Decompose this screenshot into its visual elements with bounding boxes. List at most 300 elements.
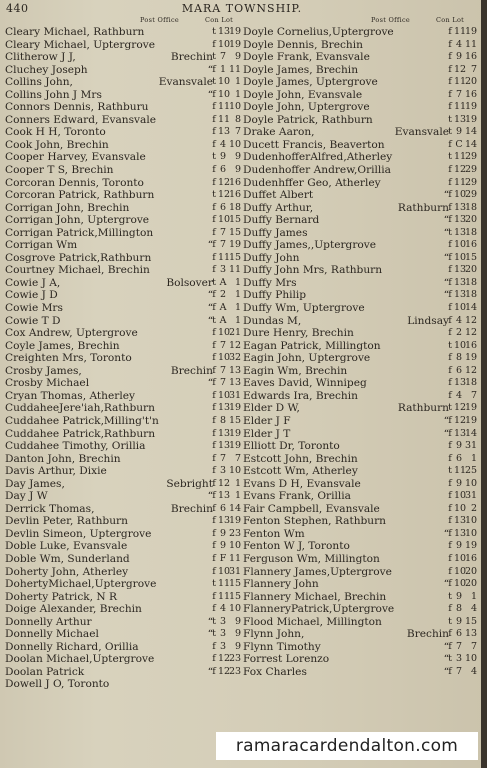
entry-lot: 31	[465, 490, 478, 502]
entry-concession: 7	[219, 51, 227, 63]
entry-lot: 18	[465, 226, 478, 238]
entry-post-office: Rathburn	[397, 402, 449, 415]
entry-tenure: t	[448, 615, 452, 627]
entry-name: Doyle John, Evansvale	[243, 88, 363, 101]
entry-lot: 16	[465, 339, 478, 351]
entry-tenure: f	[448, 552, 452, 564]
entry-lot: 10	[229, 540, 242, 552]
entry-concession: 6	[455, 628, 463, 640]
entry-tenure: f	[212, 653, 216, 665]
entry-name: Doherty Patrick, N R	[5, 590, 118, 603]
entry-concession: 13	[218, 402, 231, 414]
directory-entry	[241, 503, 477, 516]
entry-lot: 13	[465, 628, 478, 640]
entry-name: Elder J F	[243, 414, 291, 427]
entry-lot: 29	[465, 164, 478, 176]
entry-tenure: f	[448, 414, 452, 426]
entry-post-office: “	[443, 276, 449, 289]
entry-tenure: f	[212, 164, 216, 176]
entry-lot: 31	[229, 389, 242, 401]
directory-entry	[5, 628, 241, 641]
entry-name: Corcoran Patrick, Rathburn	[5, 189, 155, 202]
entry-lot: 13	[229, 364, 242, 376]
directory-entry	[241, 440, 477, 453]
directory-entry	[5, 39, 241, 52]
entry-tenure: f	[212, 101, 216, 113]
entry-tenure: f	[448, 101, 452, 113]
entry-post-office: Brechin	[170, 364, 213, 377]
entry-lot: 4	[470, 665, 477, 677]
entry-lot: 18	[229, 201, 242, 213]
entry-name: Eagan Patrick, Millington	[243, 339, 381, 352]
directory-entry	[241, 277, 477, 290]
entry-concession: 10	[218, 214, 231, 226]
entry-lot: 19	[229, 515, 242, 527]
entry-concession: 9	[219, 151, 227, 163]
entry-concession: 2	[455, 327, 463, 339]
entry-tenure: f	[448, 527, 452, 539]
entry-name: Fenton W J, Toronto	[243, 540, 350, 553]
entry-name: Elliott Dr, Toronto	[243, 440, 340, 453]
entry-lot: 11	[229, 264, 242, 276]
entry-tenure: f	[448, 452, 452, 464]
entry-name: Clitherow J J,	[5, 51, 76, 64]
directory-entry	[241, 315, 477, 328]
directory-entry	[5, 616, 241, 629]
entry-tenure: f	[212, 527, 216, 539]
entry-name: Doyle Cornelius,Uptergrove	[243, 26, 394, 38]
entry-concession: 12	[454, 164, 467, 176]
entry-tenure: f	[448, 51, 452, 63]
directory-entry	[5, 126, 241, 139]
directory-entry	[5, 101, 241, 114]
entry-tenure: f	[448, 26, 452, 37]
directory-entry	[5, 440, 241, 453]
directory-entry	[5, 277, 241, 290]
entry-name: Crosby Michael	[5, 377, 90, 390]
entry-concession: 9	[455, 477, 463, 489]
directory-entry	[241, 177, 477, 190]
entry-lot: 19	[465, 540, 478, 552]
directory-entry	[5, 540, 241, 553]
entry-concession: 11	[218, 590, 231, 602]
directory-entry	[241, 51, 477, 64]
entry-concession: 11	[218, 578, 231, 590]
entry-name: Dowell J O, Toronto	[5, 678, 110, 691]
entry-lot: 2	[470, 502, 477, 514]
entry-tenure: f	[448, 603, 452, 615]
entry-post-office: “	[443, 427, 449, 440]
entry-post-office: “	[443, 640, 449, 653]
entry-name: Duffy John	[243, 251, 300, 264]
entry-name: Doyle James, Brechin	[243, 63, 359, 76]
entry-name: Cleary Michael, Uptergrove	[5, 38, 155, 51]
entry-post-office: “	[443, 414, 449, 427]
entry-tenure: f	[212, 226, 216, 238]
entry-concession: 7	[219, 452, 227, 464]
directory-entry	[241, 64, 477, 77]
directory-entry	[241, 340, 477, 353]
entry-tenure: t	[212, 615, 216, 627]
entry-tenure: f	[212, 38, 216, 50]
entry-post-office: “	[207, 377, 213, 390]
entry-post-office: Lindsay	[407, 314, 449, 327]
entry-concession: 11	[218, 251, 231, 263]
entry-name: Cooper Harvey, Evansvale	[5, 151, 146, 164]
entry-tenure: f	[212, 552, 216, 564]
entry-lot: 18	[465, 377, 478, 389]
post-office-heading: Post Office	[371, 16, 411, 24]
directory-entry	[5, 678, 241, 691]
entry-post-office: “	[207, 63, 213, 76]
entry-name: Corrigan John, Brechin	[5, 201, 130, 214]
con-lot-heading: Con Lot	[436, 16, 465, 24]
entry-name: Flannery John	[243, 578, 319, 591]
entry-lot: 11	[229, 63, 242, 75]
entry-concession: 10	[454, 251, 467, 263]
entry-tenure: f	[448, 38, 452, 50]
entry-tenure: f	[212, 201, 216, 213]
entry-tenure: f	[448, 427, 452, 439]
entry-name: Cryan Thomas, Atherley	[5, 389, 135, 402]
left-entries	[5, 26, 241, 691]
entry-lot: 10	[229, 101, 242, 113]
entry-tenure: f	[212, 126, 216, 138]
directory-entry	[241, 114, 477, 127]
entry-concession: 10	[454, 302, 467, 314]
entry-concession: 7	[219, 239, 227, 251]
entry-lot: 15	[465, 251, 478, 263]
entry-tenure: f	[212, 364, 216, 376]
entry-name: Duffy Bernard	[243, 214, 320, 227]
entry-post-office: “	[443, 578, 449, 591]
entry-lot: 18	[465, 201, 478, 213]
directory-entry	[5, 653, 241, 666]
directory-entry	[5, 114, 241, 127]
entry-name: Duffet Albert	[243, 189, 314, 202]
entry-name: Corrigan Wm	[5, 239, 78, 252]
entry-lot: 9	[234, 640, 241, 652]
entry-lot: 19	[465, 113, 478, 125]
directory-entry	[5, 352, 241, 365]
entry-post-office: Brechin	[170, 502, 213, 515]
entry-tenure: t	[448, 653, 452, 665]
entry-tenure: f	[212, 176, 216, 188]
directory-entry	[5, 151, 241, 164]
entry-tenure: f	[448, 515, 452, 527]
entry-lot: 9	[234, 51, 241, 63]
directory-entry	[5, 76, 241, 89]
entry-lot: 19	[465, 402, 478, 414]
entry-tenure: f	[448, 490, 452, 502]
entry-lot: 7	[470, 63, 477, 75]
entry-lot: 20	[465, 565, 478, 577]
entry-concession: 8	[455, 603, 463, 615]
entry-concession: C	[455, 138, 463, 150]
entry-name: Cowie J D	[5, 289, 58, 302]
entry-lot: 7	[234, 126, 241, 138]
book-spine-edge	[481, 0, 487, 768]
entry-lot: 23	[229, 527, 242, 539]
directory-entry	[241, 302, 477, 315]
directory-entry	[5, 189, 241, 202]
entry-concession: 10	[218, 389, 231, 401]
entry-name: Cox Andrew, Uptergrove	[5, 327, 138, 340]
entry-concession: 11	[454, 151, 467, 163]
entry-lot: 16	[465, 239, 478, 251]
directory-entry	[241, 76, 477, 89]
entry-tenure: f	[448, 164, 452, 176]
directory-entry	[241, 515, 477, 528]
entry-tenure: f	[448, 628, 452, 640]
directory-entry	[241, 202, 477, 215]
watermark-label: ramaracardendalton.com	[216, 732, 478, 760]
entry-tenure: t	[212, 578, 216, 590]
entry-concession: 4	[455, 314, 463, 326]
entry-concession: 7	[219, 339, 227, 351]
entry-concession: 13	[454, 113, 467, 125]
entry-post-office: Sebright	[166, 477, 213, 490]
entry-concession: 6	[219, 502, 227, 514]
entry-tenure: t	[448, 226, 452, 238]
entry-tenure: f	[212, 440, 216, 452]
entry-post-office: “	[207, 490, 213, 503]
directory-entry	[241, 39, 477, 52]
entry-name: Corrigan Patrick,Millington	[5, 226, 154, 239]
directory-entry	[5, 289, 241, 302]
entry-concession: 12	[218, 653, 231, 665]
entry-concession: 10	[218, 88, 231, 100]
entry-lot: 21	[229, 327, 242, 339]
entry-lot: 7	[234, 452, 241, 464]
entry-post-office: “	[207, 628, 213, 641]
entry-tenure: f	[448, 665, 452, 677]
entry-tenure: f	[212, 603, 216, 615]
entry-concession: 7	[219, 377, 227, 389]
entry-concession: 10	[218, 38, 231, 50]
entry-concession: 4	[455, 389, 463, 401]
entry-lot: 12	[465, 364, 478, 376]
directory-entry	[241, 264, 477, 277]
entry-concession: 7	[455, 88, 463, 100]
entry-name: Dudenhffer Geo, Atherley	[243, 176, 381, 189]
entry-concession: 3	[455, 653, 463, 665]
entry-name: Collins John,	[5, 76, 73, 89]
directory-entry	[5, 415, 241, 428]
entry-lot: 15	[229, 578, 242, 590]
entry-lot: 18	[465, 289, 478, 301]
entry-tenure: f	[212, 640, 216, 652]
entry-tenure: f	[448, 377, 452, 389]
entry-concession: 4	[455, 38, 463, 50]
entry-post-office: “	[443, 289, 449, 302]
entry-post-office: “	[207, 615, 213, 628]
entry-name: Cuddahee Patrick,Rathburn	[5, 427, 156, 440]
entry-lot: 14	[229, 502, 242, 514]
directory-entry	[5, 528, 241, 541]
entry-concession: 8	[219, 414, 227, 426]
directory-entry	[241, 603, 477, 616]
entry-lot: 1	[234, 490, 241, 502]
entry-post-office: Brechin	[170, 51, 213, 64]
directory-entry	[241, 478, 477, 491]
entry-lot: 11	[465, 38, 478, 50]
entry-name: Day J W	[5, 490, 48, 503]
entry-name: Elder D W,	[243, 402, 300, 415]
right-column-header	[241, 16, 477, 26]
entry-name: Doolan Patrick	[5, 665, 85, 678]
entry-name: Dudenhoffer Andrew,Orillia	[243, 164, 392, 177]
entry-concession: 3	[219, 628, 227, 640]
directory-entry	[241, 327, 477, 340]
entry-lot: 31	[465, 440, 478, 452]
entry-tenure: t	[448, 126, 452, 138]
right-column	[241, 16, 477, 678]
entry-concession: A	[219, 314, 227, 326]
entry-concession: 10	[454, 502, 467, 514]
entry-lot: 20	[465, 76, 478, 88]
entry-concession: 7	[455, 665, 463, 677]
entry-concession: 10	[454, 189, 467, 201]
entry-tenure: f	[448, 201, 452, 213]
entry-name: Doyle Patrick, Rathburn	[243, 113, 373, 126]
directory-entry	[5, 264, 241, 277]
entry-concession: 7	[219, 226, 227, 238]
entry-lot: 31	[229, 565, 242, 577]
entry-post-office: “	[207, 289, 213, 302]
entry-concession: A	[219, 276, 227, 288]
entry-tenure: t	[212, 151, 216, 163]
entry-tenure: f	[448, 352, 452, 364]
directory-entry	[5, 365, 241, 378]
directory-entry	[5, 666, 241, 679]
entry-name: Derrick Thomas,	[5, 502, 95, 515]
entry-concession: 3	[219, 640, 227, 652]
directory-entry	[5, 64, 241, 77]
entry-lot: 10	[465, 527, 478, 539]
entry-concession: 10	[218, 352, 231, 364]
entry-name: Doyle Frank, Evansvale	[243, 51, 370, 64]
entry-name: Flood Michael, Millington	[243, 615, 382, 628]
entry-tenure: f	[448, 302, 452, 314]
directory-entry	[5, 139, 241, 152]
entry-tenure: t	[448, 590, 452, 602]
entry-concession: 9	[455, 540, 463, 552]
entry-concession: 11	[454, 76, 467, 88]
entry-tenure: t	[212, 26, 216, 37]
directory-entry	[241, 139, 477, 152]
directory-entry	[5, 465, 241, 478]
entry-post-office: “	[443, 527, 449, 540]
directory-entry	[5, 302, 241, 315]
entry-name: Forrest Lorenzo	[243, 653, 330, 666]
entry-name: Edwards Ira, Brechin	[243, 389, 358, 402]
entry-post-office: Evansvale	[394, 126, 449, 139]
entry-concession: 13	[454, 264, 467, 276]
entry-lot: 19	[229, 427, 242, 439]
entry-tenure: f	[448, 214, 452, 226]
directory-entry	[241, 126, 477, 139]
entry-lot: 1	[234, 88, 241, 100]
entry-concession: 6	[455, 452, 463, 464]
entry-tenure: f	[448, 327, 452, 339]
entry-concession: 6	[455, 364, 463, 376]
entry-concession: 10	[218, 327, 231, 339]
entry-name: Davis Arthur, Dixie	[5, 465, 107, 478]
entry-tenure: t	[212, 276, 216, 288]
entry-post-office: “	[443, 226, 449, 239]
entry-concession: 12	[454, 414, 467, 426]
entry-name: Cosgrove Patrick,Rathburn	[5, 251, 152, 264]
entry-lot: 19	[465, 101, 478, 113]
entry-lot: 12	[229, 339, 242, 351]
entry-name: Corrigan John, Uptergrove	[5, 214, 150, 227]
entry-lot: 15	[229, 251, 242, 263]
entry-concession: 9	[455, 51, 463, 63]
directory-entry	[241, 214, 477, 227]
entry-lot: 13	[229, 377, 242, 389]
con-lot-heading: Con Lot	[205, 16, 234, 24]
entry-tenure: f	[212, 251, 216, 263]
entry-lot: 19	[229, 402, 242, 414]
entry-name: Dure Henry, Brechin	[243, 327, 354, 340]
entry-concession: 9	[219, 540, 227, 552]
directory-entry	[241, 352, 477, 365]
entry-tenure: f	[212, 477, 216, 489]
entry-name: Flannery James,Uptergrove	[243, 565, 392, 578]
entry-lot: 19	[229, 239, 242, 251]
entry-concession: 3	[219, 264, 227, 276]
directory-entry	[241, 390, 477, 403]
entry-name: Dundas M,	[243, 314, 302, 327]
entry-post-office: Evansvale	[158, 76, 213, 89]
entry-concession: 12	[454, 63, 467, 75]
entry-concession: 13	[218, 515, 231, 527]
entry-lot: 14	[465, 427, 478, 439]
directory-entry	[5, 252, 241, 265]
entry-name: Fair Campbell, Evansvale	[243, 502, 380, 515]
entry-tenure: f	[212, 88, 216, 100]
entry-concession: 3	[219, 615, 227, 627]
entry-tenure: f	[448, 565, 452, 577]
entry-name: DudenhofferAlfred,Atherley	[243, 151, 393, 164]
entry-tenure: f	[212, 327, 216, 339]
directory-entry	[241, 553, 477, 566]
entry-name: Estcott Wm, Atherley	[243, 465, 358, 478]
entry-concession: 13	[454, 527, 467, 539]
entry-concession: 9	[455, 590, 463, 602]
entry-tenure: f	[448, 276, 452, 288]
entry-concession: 13	[218, 440, 231, 452]
entry-lot: 29	[465, 151, 478, 163]
entry-lot: 8	[234, 113, 241, 125]
entry-name: Fenton Wm	[243, 527, 305, 540]
directory-entry	[5, 428, 241, 441]
entry-name: Evans Frank, Orillia	[243, 490, 351, 503]
entry-lot: 14	[465, 302, 478, 314]
entry-name: FlanneryPatrick,Uptergrove	[243, 603, 395, 616]
left-column-header	[5, 16, 241, 26]
entry-name: Duffy Mrs	[243, 276, 297, 289]
entry-lot: 1	[470, 590, 477, 602]
entry-concession: 10	[454, 552, 467, 564]
directory-entry	[5, 327, 241, 340]
directory-entry	[241, 453, 477, 466]
page-title: MARA TOWNSHIP.	[181, 2, 303, 15]
directory-entry	[241, 591, 477, 604]
entry-name: Duffy Arthur,	[243, 201, 314, 214]
entry-name: Donnelly Michael	[5, 628, 99, 641]
